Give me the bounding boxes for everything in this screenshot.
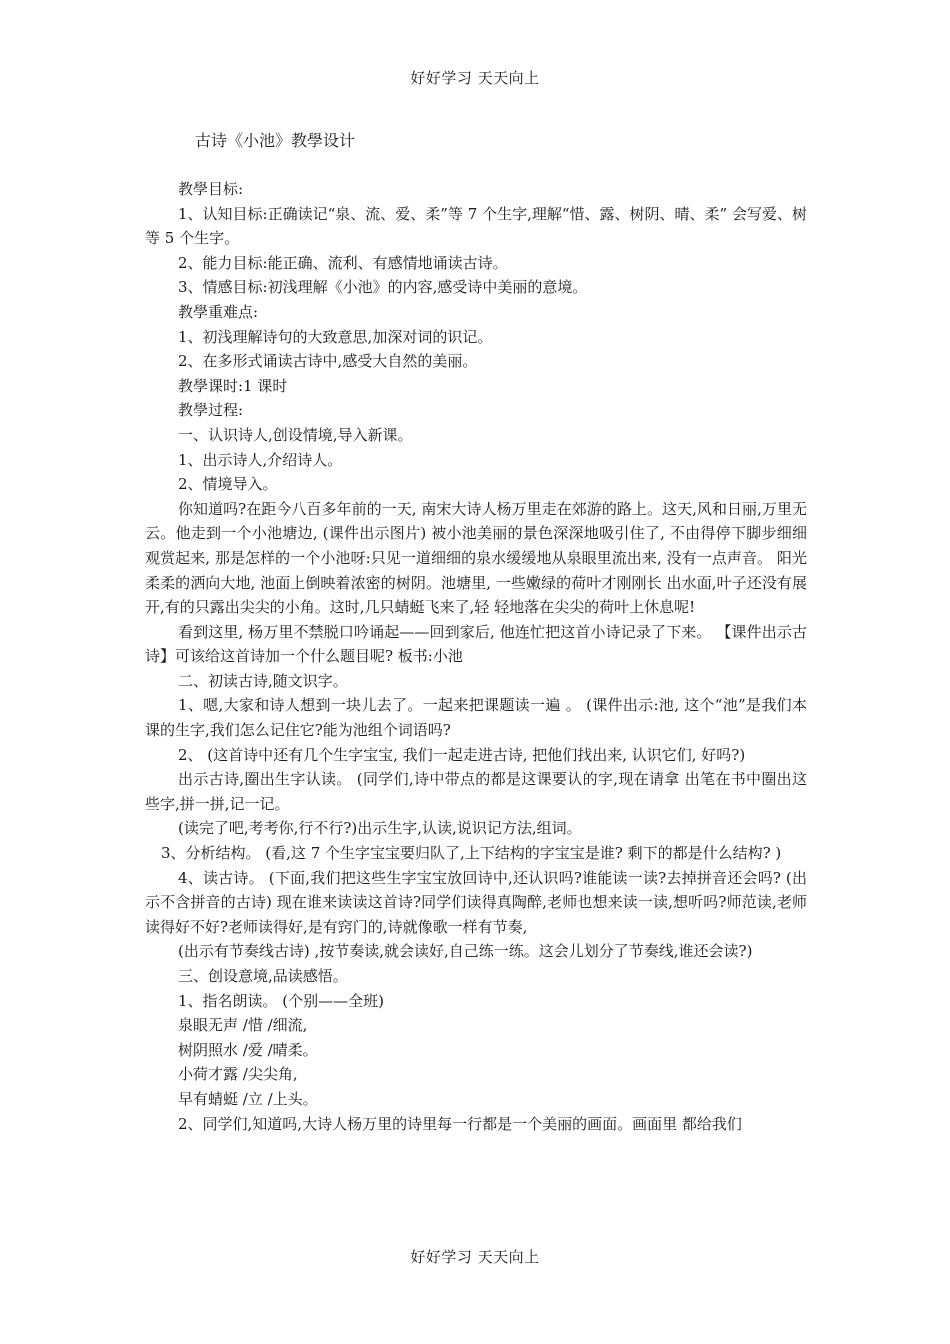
paragraph: 1、嗯,大家和诗人想到一块儿去了。一起来把课题读一遍 。 (课件出示:池, 这个“池”是我们本课的生字,我们怎么记住它?能为池组个词语吗? <box>145 696 807 740</box>
paragraph: 3、情感目标:初浅理解《小池》的内容,感受诗中美丽的意境。 <box>178 278 588 297</box>
poem-line: 早有蜻蜓 /立 /上头。 <box>178 1089 318 1108</box>
paragraph: 你知道吗?在距今八百多年前的一天, 南宋大诗人杨万里走在郊游的路上。这天,风和日丽,万里无云。他走到一个小池塘边, (课件出示图片) 被小池美丽的景色深深地吸引住了, 不由得停下脚步细细观赏起来, 那是怎样的一个小池呀:只见一道细细的泉水缓缓地从泉眼里流出来, 没有一点声音。 阳光柔柔的洒向大地, 池面上倒映着浓密的树阴。池塘里, 一些嫩绿的荷叶才刚刚长 出水面,叶子还没有展开,有的只露出尖尖的小角。这时,几只蜻蜓飞来了,轻 轻地落在尖尖的荷叶上休息呢! <box>145 499 807 617</box>
paragraph: 4、读古诗。 (下面,我们把这些生字宝宝放回诗中,还认识吗?谁能读一读?去掉拼音还会吗? (出示不含拼音的古诗) 现在谁来读读这首诗?同学们读得真陶醉,老师也想来读一读,想听吗?师范读,老师读得好不好?老师读得好,是有窍门的,诗就像歌一样有节奏, <box>145 868 807 936</box>
paragraph: 教學过程: <box>178 401 244 420</box>
paragraph: 2、情境导入。 <box>178 475 278 494</box>
paragraph: 2、同学们,知道吗,大诗人杨万里的诗里每一行都是一个美丽的画面。画面里 都给我们 <box>178 1114 742 1133</box>
poem-line: 小荷才露 /尖尖角, <box>178 1065 298 1084</box>
paragraph: 2、 (这首诗中还有几个生字宝宝, 我们一起走进古诗, 把他们找出来, 认识它们, 好吗?) <box>178 745 746 764</box>
paragraph: 2、能力目标:能正确、流利、有感情地诵读古诗。 <box>178 253 508 272</box>
paragraph: 教學目标: <box>178 180 244 198</box>
paragraph: 教學重难点: <box>178 302 259 321</box>
paragraph: 看到这里, 杨万里不禁脱口吟诵起——回到家后, 他连忙把这首小诗记录了下来。 【课件出示古诗】可该给这首诗加一个什么题目呢? 板书:小池 <box>145 622 807 666</box>
paragraph: 1、指名朗读。 (个别——全班) <box>178 991 385 1010</box>
paragraph: 1、认知目标:正确读记“泉、流、爱、柔”等 7 个生字,理解“惜、露、树阴、晴、柔” 会写爱、树等 5 个生字。 <box>145 204 807 248</box>
paragraph: (出示有节奏线古诗) ,按节奏读,就会读好,自己练一练。这会儿划分了节奏线,谁还会读?) <box>178 942 753 961</box>
document-title: 古诗《小池》教學设计 <box>195 131 356 150</box>
paragraph: (读完了吧,考考你,行不行?)出示生字,认读,说识记方法,组词。 <box>178 819 582 838</box>
paragraph: 一、认识诗人,创设情境,导入新课。 <box>178 425 413 444</box>
poem-line: 树阴照水 /爱 /晴柔。 <box>178 1040 318 1059</box>
paragraph: 1、初浅理解诗句的大致意思,加深对词的识记。 <box>178 327 493 346</box>
paragraph: 二、初读古诗,随文识字。 <box>178 671 348 690</box>
paragraph: 3、分析结构。 (看,这 7 个生字宝宝要归队了,上下结构的字宝宝是谁? 剩下的都是什么结构? ) <box>161 844 782 863</box>
paragraph: 出示古诗,圈出生字认读。 (同学们,诗中带点的都是这课要认的字,现在请拿 出笔在书中圈出这些字,拼一拼,记一记。 <box>145 770 807 813</box>
paragraph: 2、在多形式诵读古诗中,感受大自然的美丽。 <box>178 352 478 371</box>
paragraph: 教學课时:1 课时 <box>178 376 288 395</box>
poem-line: 泉眼无声 /惜 /细流, <box>178 1016 308 1035</box>
page-footer: 好好学习 天天向上 <box>410 1248 540 1266</box>
page-header: 好好学习 天天向上 <box>410 69 540 87</box>
document-body <box>145 177 807 1136</box>
paragraph: 三、创设意境,品读感悟。 <box>178 967 348 985</box>
paragraph: 1、出示诗人,介绍诗人。 <box>178 450 343 469</box>
